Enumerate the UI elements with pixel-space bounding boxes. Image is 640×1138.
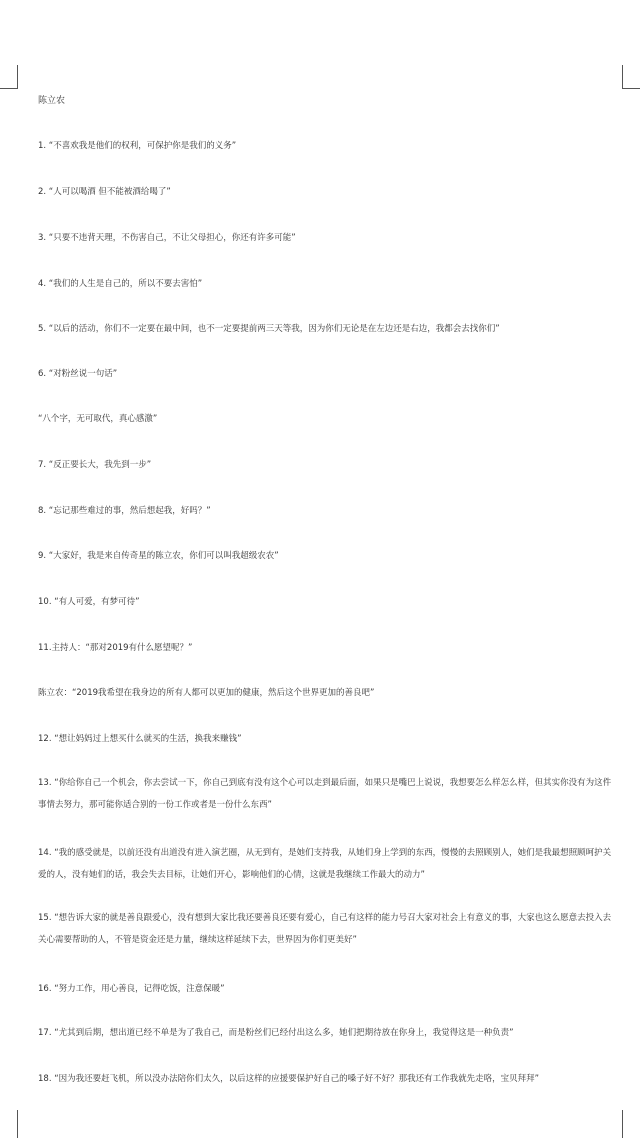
quote-item: 6. “对粉丝说一句话”: [38, 369, 118, 379]
quote-item: “八个字，无可取代，真心感激”: [38, 414, 158, 424]
quote-item: 3. “只要不违背天理，不伤害自己，不让父母担心，你还有许多可能”: [38, 233, 296, 243]
quote-item: 5. “以后的活动，你们不一定要在最中间，也不一定要提前两三天等我，因为你们无论是在左边还是右边，我都会去找你们”: [38, 324, 500, 334]
quote-item: 12. “想让妈妈过上想买什么就买的生活，换我来赚钱”: [38, 734, 242, 744]
quote-item: 9. “大家好，我是来自传奇星的陈立农，你们可以叫我超级农农”: [38, 551, 279, 561]
quote-item: 17. “尤其到后期，想出道已经不单是为了我自己，而是粉丝们已经付出这么多，她们把期待放在你身上，我觉得这是一种负责”: [38, 1028, 514, 1038]
quote-item: 4. “我们的人生是自己的，所以不要去害怕”: [38, 279, 203, 289]
quote-item: 10. “有人可爱，有梦可待”: [38, 597, 140, 607]
document-title: 陈立农: [38, 96, 66, 106]
quote-item: 11.主持人：“那对2019有什么愿望呢？”: [38, 643, 193, 653]
quote-item: 14. “我的感受就是，以前还没有出道没有进入演艺圈，从无到有，是她们支持我，从她们身上学到的东西，慢慢的去照顾别人，她们是我最想照顾呵护关爱的人，没有她们的话，我会失去目标，让她们开心，影响他们的心情，这就是我继续工作最大的动力”: [38, 848, 612, 880]
quote-item: 7. “反正要长大，我先到一步”: [38, 460, 152, 470]
crop-mark-top-left: [0, 65, 18, 89]
crop-mark-bottom-left: [0, 1110, 18, 1138]
quote-item: 8. “忘记那些难过的事，然后想起我，好吗？”: [38, 506, 211, 516]
quote-item: 2. “人可以喝酒 但不能被酒给喝了”: [38, 187, 171, 197]
quote-item: 18. “因为我还要赶飞机，所以没办法陪你们太久，以后这样的应援要保护好自己的嗓子好不好？那我还有工作我就先走咯，宝贝拜拜”: [38, 1074, 540, 1084]
quote-item: 16. “努力工作，用心善良，记得吃饭，注意保暖”: [38, 984, 225, 994]
quote-item: 陈立农：“2019我希望在我身边的所有人都可以更加的健康，然后这个世界更加的善良吧”: [38, 688, 375, 698]
crop-mark-top-right: [622, 65, 640, 89]
crop-mark-bottom-right: [622, 1110, 640, 1138]
quote-item: 13. “你给你自己一个机会，你去尝试一下，你自己到底有没有这个心可以走到最后面，如果只是嘴巴上说说，我想要怎么样怎么样，但其实你没有为这件事情去努力，那可能你适合别的一份工作或者是一份什么东西”: [38, 778, 612, 810]
quote-item: 1. “不喜欢我是他们的权利，可保护你是我们的义务”: [38, 141, 237, 151]
quote-item: 15. “想告诉大家的就是善良跟爱心，没有想到大家比我还要善良还要有爱心，自己有这样的能力号召大家对社会上有意义的事，大家也这么愿意去投入去关心需要帮助的人，不管是资金还是力量，继续这样延续下去，世界因为你们更美好”: [38, 913, 612, 945]
